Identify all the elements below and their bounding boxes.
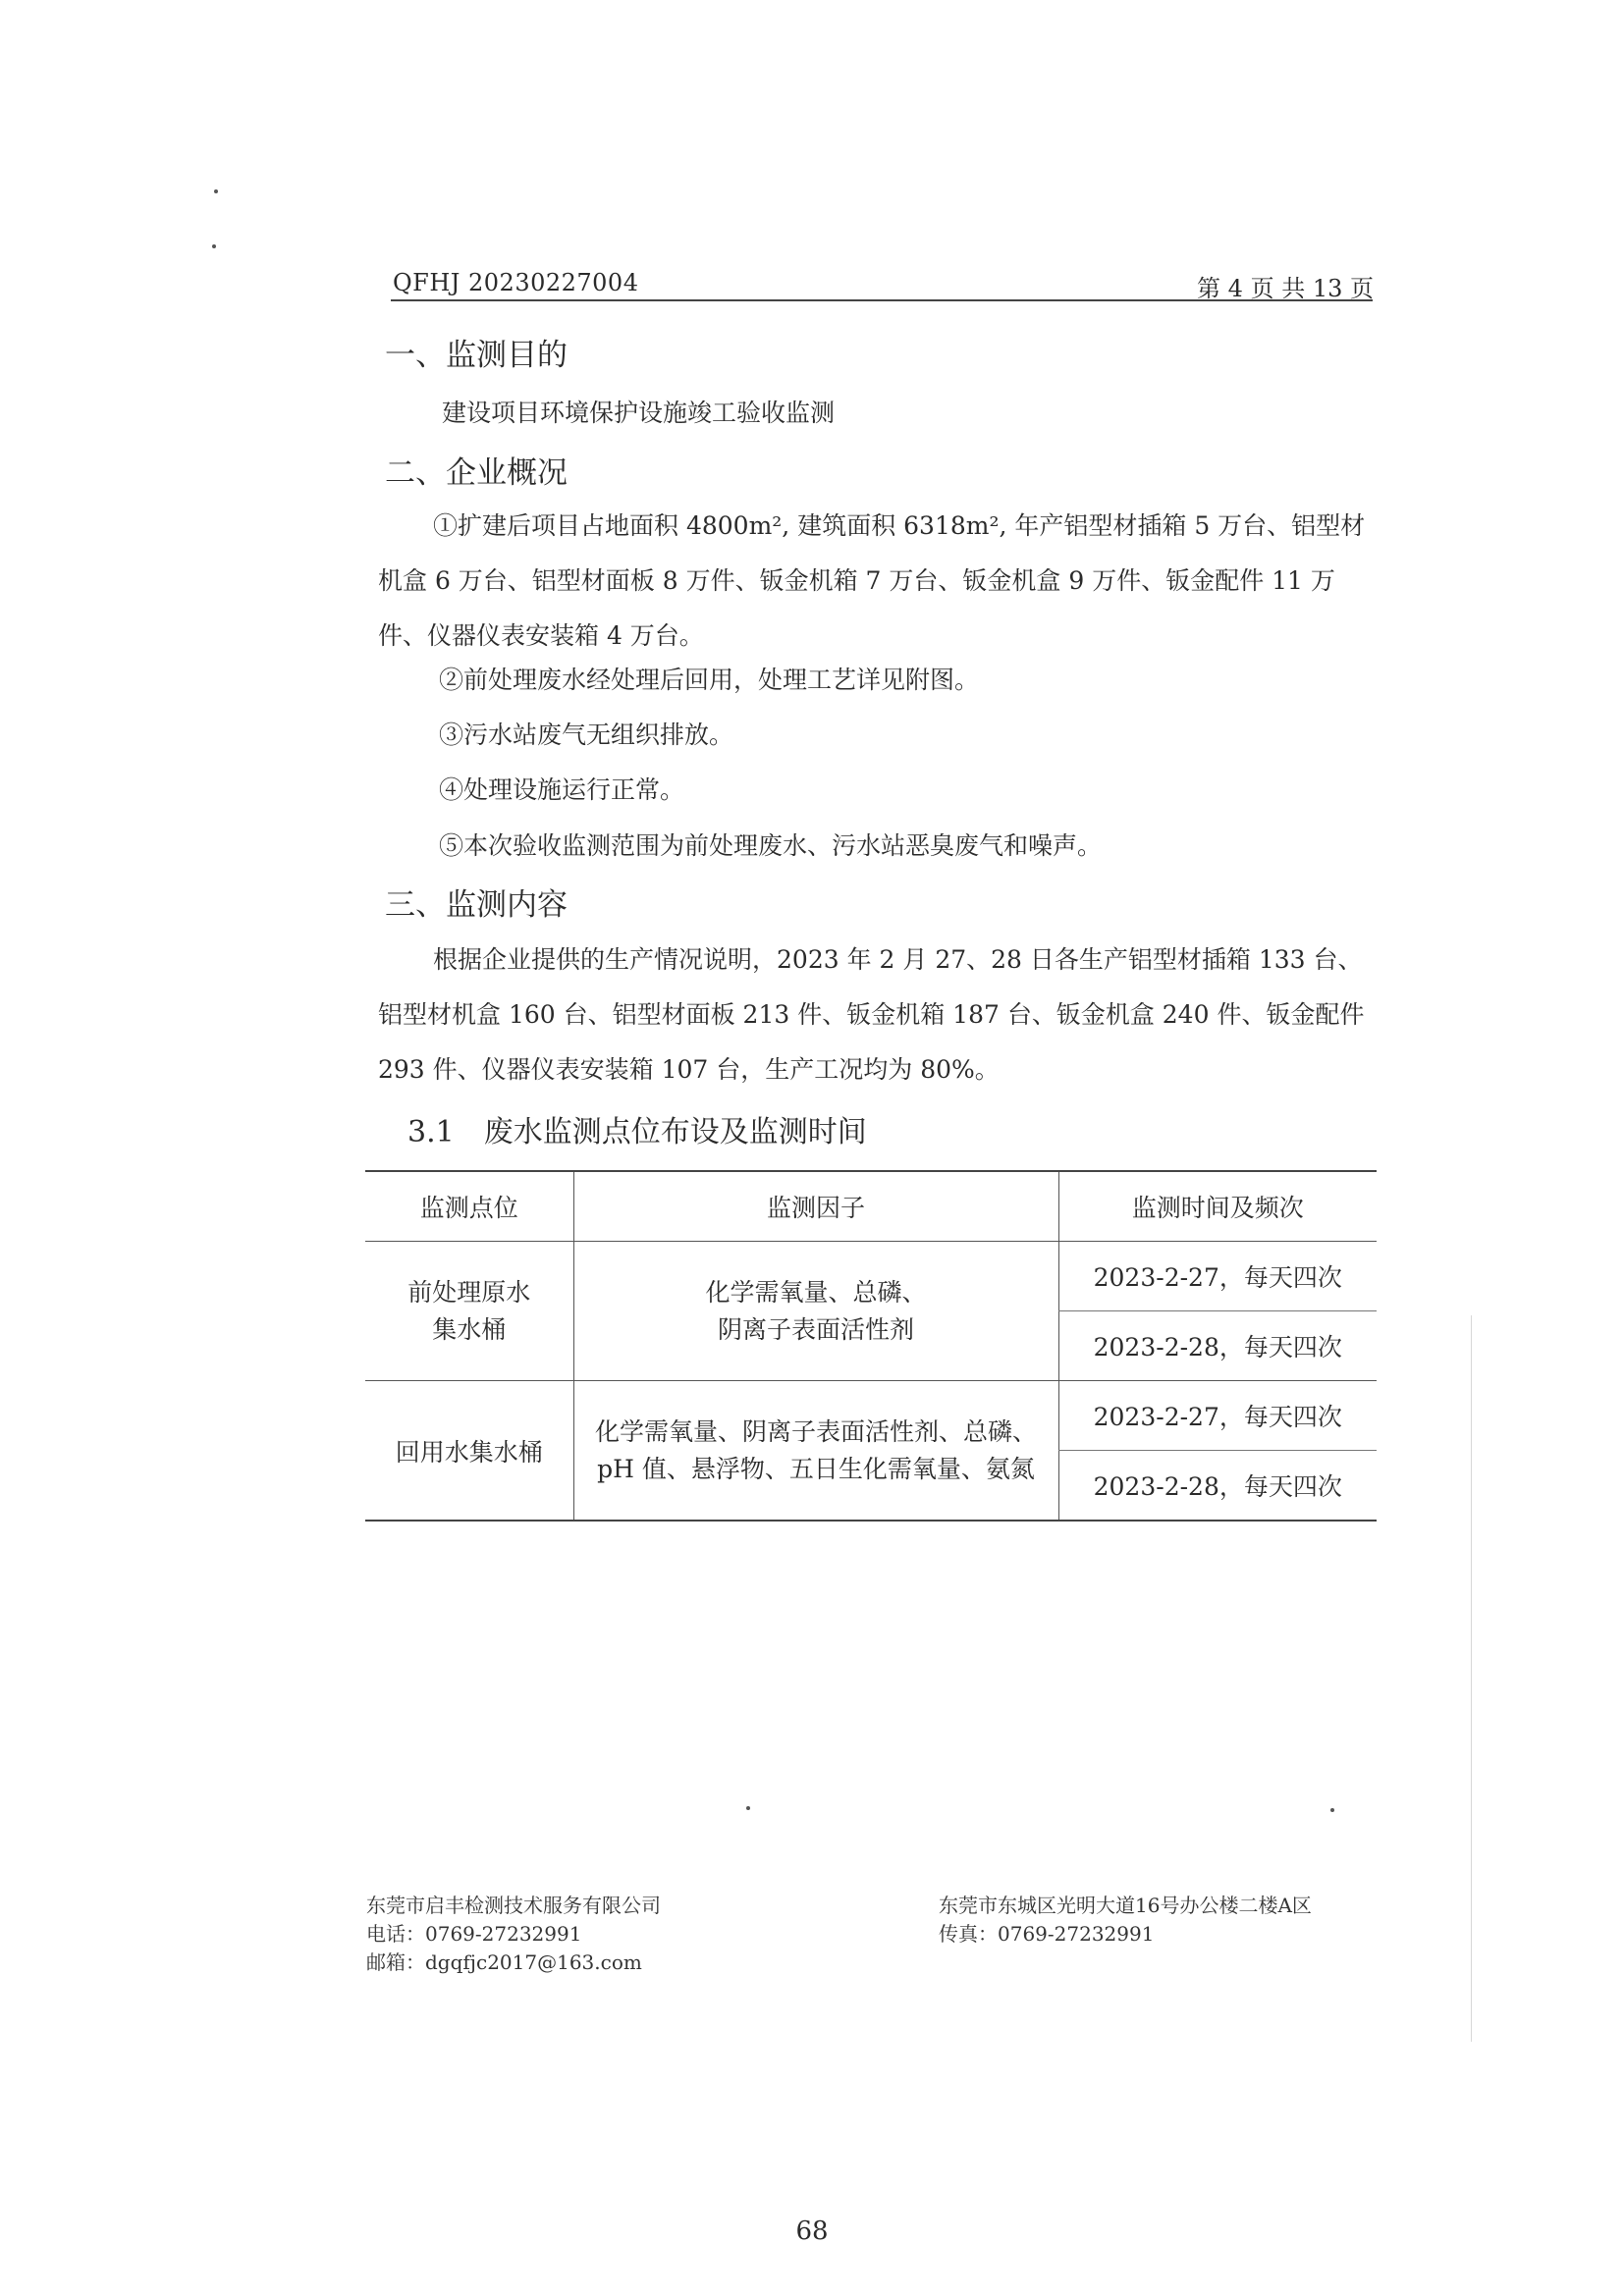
scan-speck bbox=[214, 189, 218, 193]
scan-speck bbox=[1330, 1808, 1334, 1812]
frequency-cell: 2023-2-27，每天四次 bbox=[1058, 1242, 1377, 1311]
footer-address-block bbox=[939, 1892, 1312, 1949]
overview-item-2: ②前处理废水经处理后回用，处理工艺详见附图。 bbox=[439, 666, 980, 694]
footer-email: 邮箱：dgqfjc2017@163.com bbox=[366, 1950, 642, 1974]
header-time-frequency: 监测时间及频次 bbox=[1058, 1171, 1377, 1242]
monitoring-table bbox=[365, 1170, 1377, 1522]
scan-edge-line bbox=[1471, 1315, 1472, 2042]
header-divider bbox=[391, 299, 1373, 301]
overview-item-5: ⑤本次验收监测范围为前处理废水、污水站恶臭废气和噪声。 bbox=[439, 831, 1103, 860]
frequency-cell: 2023-2-28，每天四次 bbox=[1058, 1311, 1377, 1381]
footer-address: 东莞市东城区光明大道16号办公楼二楼A区 bbox=[939, 1894, 1312, 1917]
footer-contact bbox=[366, 1892, 661, 1977]
point-line: 集水桶 bbox=[432, 1314, 507, 1344]
frequency-cell: 2023-2-27，每天四次 bbox=[1058, 1381, 1377, 1451]
factors-line: 阴离子表面活性剂 bbox=[717, 1314, 914, 1344]
header-factors: 监测因子 bbox=[573, 1171, 1058, 1242]
table-header-row bbox=[365, 1171, 1377, 1242]
point-line: 前处理原水 bbox=[407, 1277, 531, 1307]
factors-line: 化学需氧量、总磷、 bbox=[705, 1277, 927, 1307]
factors-line: pH 值、悬浮物、五日生化需氧量、氨氮 bbox=[597, 1454, 1035, 1483]
scan-speck bbox=[212, 244, 216, 248]
point-line: 回用水集水桶 bbox=[395, 1437, 543, 1467]
header-point: 监测点位 bbox=[365, 1171, 573, 1242]
factors-cell bbox=[573, 1242, 1058, 1381]
overview-item-1: ①扩建后项目占地面积 4800m², 建筑面积 6318m², 年产铝型材插箱 5 万台、铝型材机盒 6 万台、铝型材面板 8 万件、钣金机箱 7 万台、钣金机盒 9 万件、钣金配件 11 万件、仪器仪表安装箱 4 万台。 bbox=[378, 511, 1366, 650]
footer-company: 东莞市启丰检测技术服务有限公司 bbox=[366, 1894, 661, 1917]
factors-cell bbox=[573, 1381, 1058, 1522]
scan-speck bbox=[746, 1806, 750, 1810]
point-cell bbox=[365, 1242, 573, 1381]
overview-item-4: ④处理设施运行正常。 bbox=[439, 775, 685, 804]
page-info: 第 4 页 共 13 页 bbox=[1197, 275, 1374, 302]
point-cell bbox=[365, 1381, 573, 1522]
section-3-body: 根据企业提供的生产情况说明，2023 年 2 月 27、28 日各生产铝型材插箱 133 台、铝型材机盒 160 台、铝型材面板 213 件、钣金机箱 187 台、钣金机盒 240 件、钣金配件 293 件、仪器仪表安装箱 107 台，生产工况均为 80%。 bbox=[378, 945, 1365, 1084]
overview-item-3: ③污水站废气无组织排放。 bbox=[439, 721, 734, 749]
section-3-1-title: 3.1 废水监测点位布设及监测时间 bbox=[407, 1115, 867, 1149]
footer-phone: 电话：0769-27232991 bbox=[366, 1922, 582, 1946]
frequency-cell: 2023-2-28，每天四次 bbox=[1058, 1451, 1377, 1522]
footer-fax: 传真：0769-27232991 bbox=[939, 1922, 1155, 1946]
document-number: QFHJ 20230227004 bbox=[393, 269, 639, 296]
section-1-body: 建设项目环境保护设施竣工验收监测 bbox=[442, 399, 836, 427]
page-number: 68 bbox=[795, 2216, 829, 2246]
section-1-title: 一、监测目的 bbox=[385, 338, 568, 373]
factors-line: 化学需氧量、阴离子表面活性剂、总磷、 bbox=[594, 1416, 1037, 1446]
section-3-title: 三、监测内容 bbox=[385, 887, 568, 923]
section-2-title: 二、企业概况 bbox=[385, 455, 568, 491]
table-row bbox=[365, 1242, 1377, 1311]
table-row bbox=[365, 1381, 1377, 1451]
